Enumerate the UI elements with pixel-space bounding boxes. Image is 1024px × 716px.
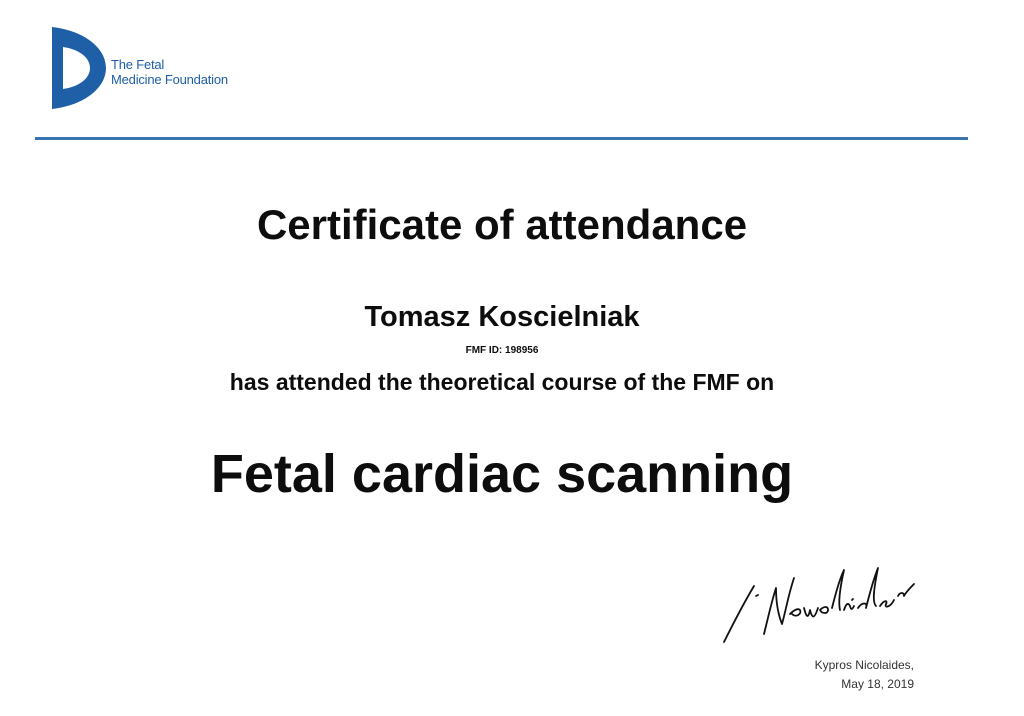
signatory-name: Kypros Nicolaides, — [814, 658, 914, 672]
fmf-logo-icon — [52, 27, 106, 109]
logo-line-1: The Fetal — [111, 57, 165, 72]
signature-image — [720, 548, 920, 648]
header-divider — [35, 137, 968, 140]
signature-date: May 18, 2019 — [841, 677, 914, 691]
fmf-id: FMF ID: 198956 — [465, 345, 539, 356]
logo-wordmark — [111, 57, 228, 87]
recipient-name: Tomasz Koscielniak — [364, 301, 640, 333]
certificate-title: Certificate of attendance — [256, 201, 748, 248]
logo-line-2: Medicine Foundation — [111, 72, 228, 87]
course-name: Fetal cardiac scanning — [210, 444, 794, 504]
attendance-statement: has attended the theoretical course of the FMF on — [229, 369, 775, 395]
fmf-logo — [52, 27, 252, 109]
signatory-block — [815, 656, 914, 694]
